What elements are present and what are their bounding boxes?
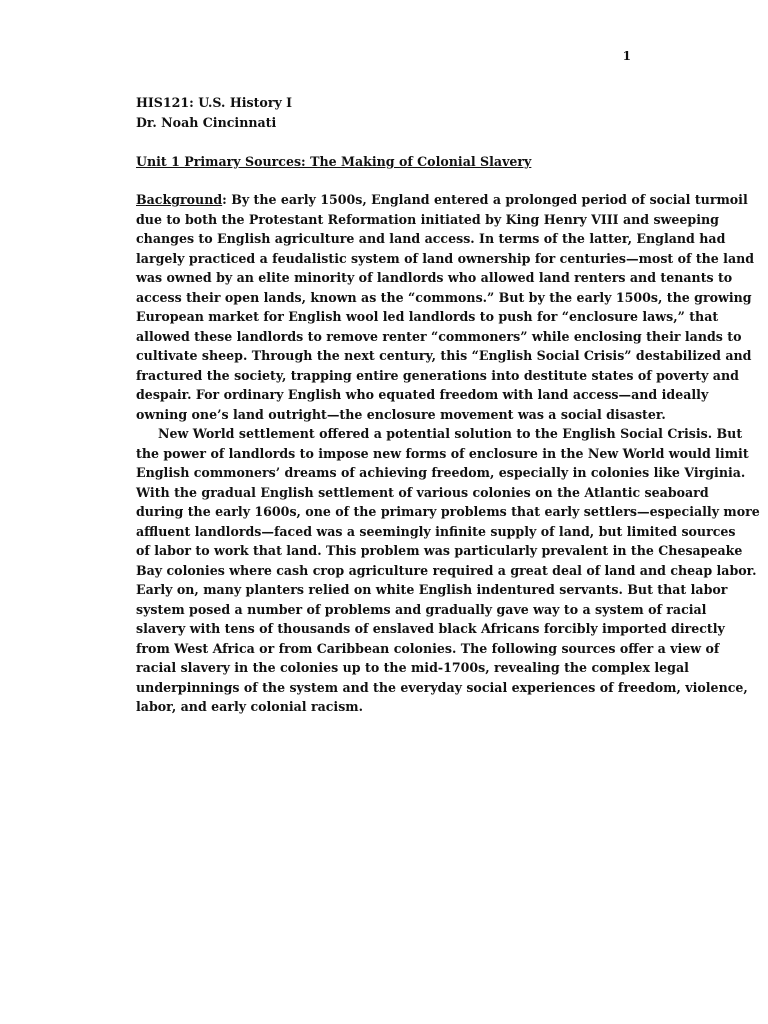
paragraph-line: largely practiced a feudalistic system of land ownership for centuries—most of the land	[136, 250, 755, 266]
paragraph-line: system posed a number of problems and gradually gave way to a system of racial	[136, 601, 707, 617]
paragraph-line: affluent landlords—faced was a seemingly infinite supply of land, but limited sources	[136, 523, 736, 539]
paragraph-line: allowed these landlords to remove renter “commoners” while enclosing their lands to	[136, 328, 742, 344]
paragraph-line: New World settlement offered a potential solution to the English Social Crisis. But	[158, 426, 743, 441]
paragraph-line: was owned by an elite minority of landlords who allowed land renters and tenants to	[136, 270, 733, 285]
paragraph-line: Early on, many planters relied on white English indentured servants. But that labor	[136, 582, 728, 597]
paragraph-line: owning one’s land outright—the enclosure movement was a social disaster.	[136, 406, 666, 422]
paragraph-line: underpinnings of the system and the everyday social experiences of freedom, violence,	[136, 679, 748, 695]
page-number: 1	[622, 49, 631, 63]
paragraph-line: Bay colonies where cash crop agriculture required a great deal of land and cheap labor.	[136, 562, 757, 578]
document-header	[136, 93, 636, 132]
paragraph-line-text: : By the early 1500s, England entered a prolonged period of social turmoil	[222, 192, 748, 207]
course-title: HIS121: U.S. History I	[136, 95, 293, 110]
paragraph-line: slavery with tens of thousands of enslaved black Africans forcibly imported directly	[136, 621, 725, 636]
paragraph-line: fractured the society, trapping entire generations into destitute states of poverty and	[136, 367, 739, 383]
paragraph-line	[136, 190, 748, 210]
paragraph-line: of labor to work that land. This problem was particularly prevalent in the Chesapeake	[136, 543, 743, 558]
paragraph-line: changes to English agriculture and land access. In terms of the latter, England had	[136, 231, 726, 246]
paragraph-line: racial slavery in the colonies up to the mid-1700s, revealing the complex legal	[136, 660, 689, 675]
instructor-name: Dr. Noah Cincinnati	[136, 114, 277, 130]
paragraph-line: European market for English wool led landlords to push for “enclosure laws,” that	[136, 309, 719, 324]
paragraph-line: despair. For ordinary English who equated freedom with land access—and ideally	[136, 387, 709, 402]
paragraph-line: English commoners’ dreams of achieving freedom, especially in colonies like Virginia.	[136, 465, 746, 480]
paragraph-line: labor, and early colonial racism.	[136, 699, 364, 714]
background-label: Background	[136, 192, 223, 207]
paragraph-line: during the early 1600s, one of the primary problems that early settlers—especially more	[136, 504, 760, 519]
paragraph-line: With the gradual English settlement of various colonies on the Atlantic seaboard	[136, 484, 709, 500]
background-section	[136, 190, 760, 717]
unit-title: Unit 1 Primary Sources: The Making of Colonial Slavery	[136, 154, 532, 169]
paragraph-line: due to both the Protestant Reformation initiated by King Henry VIII and sweeping	[136, 211, 719, 227]
paragraph-line: access their open lands, known as the “commons.” But by the early 1500s, the growing	[136, 289, 752, 305]
paragraph-line: from West Africa or from Caribbean colonies. The following sources offer a view of	[136, 640, 720, 656]
paragraph-line: the power of landlords to impose new forms of enclosure in the New World would limit	[136, 445, 749, 461]
paragraph-line: cultivate sheep. Through the next century, this “English Social Crisis” destabilized and	[136, 348, 752, 363]
